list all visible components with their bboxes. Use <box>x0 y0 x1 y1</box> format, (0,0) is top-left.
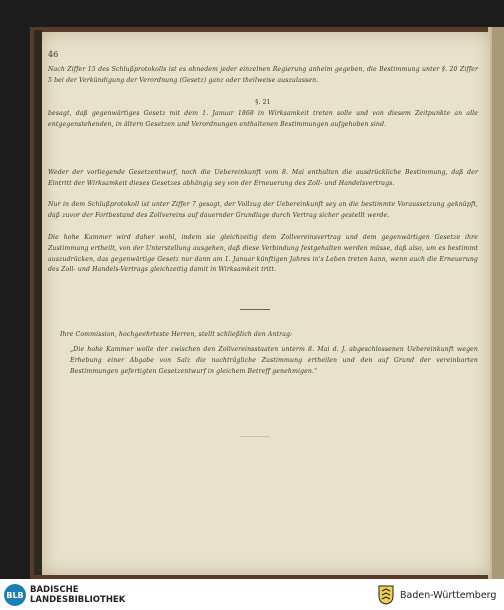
library-logo[interactable]: BLB <box>4 584 26 606</box>
state-name[interactable]: Baden-Württemberg <box>400 590 497 601</box>
bleed-through-rule <box>240 436 270 437</box>
section-heading: §. 21 <box>255 99 271 106</box>
paragraph-3: Weder der vorliegende Gesetzentwurf, noch die Uebereinkunft vom 8. Mai enthalten die ausdrückliche Bestimmung, daß der Eintritt der Wirksamkeit dieses Gesetzes abhängig sey von der Erneuerung des Zoll- und Handelsvertrags. <box>48 169 478 187</box>
bleed-through-text <box>60 392 470 542</box>
paragraph-2: besagt, daß gegenwärtiges Gesetz mit dem 1. Januar 1868 in Wirksamkeit treten solle und von diesem Zeitpunkte an alle entgegenstehenden, in ältern Gesetzen und Verordnungen enthaltenen Bestimmungen aufgehoben sind. <box>48 110 478 128</box>
paragraph-1: Nach Ziffer 15 des Schlußprotokolls ist es ohnedem jeder einzelnen Regierung anheim gegeben, die Bestimmung unter §. 20 Ziffer 5 bei der Verkündigung der Verordnung (Gesetz) ganz oder theilweise auszulassen. <box>48 66 478 84</box>
paragraph-6: Ihre Commission, hochgeehrteste Herren, stellt schließlich den Antrag: <box>60 331 293 338</box>
book-spine <box>34 30 42 575</box>
divider <box>240 309 270 310</box>
coat-of-arms-icon <box>378 585 394 605</box>
paragraph-4: Nur in dem Schlußprotokoll ist unter Ziffer 7 gesagt, der Vollzug der Uebereinkunft sey an die bestimmte Voraussetzung geknüpft, daß zuvor der Fortbestand des Zollvereins auf dauernder Grundlage durch Vertrag sicher gestellt werde. <box>48 201 478 219</box>
library-name-line2: LANDESBIBLIOTHEK <box>30 595 126 605</box>
paragraph-5: Die hohe Kammer wird daher wohl, indem sie gleichzeitig dem Zollvereinsvertrag und dem gegenwärtigen Gesetze ihre Zustimmung ertheilt, von der Unterstellung ausgehen, daß diese Verbindung festgehalten werden müsse, daß also, um es bestimmt auszudrücken, das gegenwärtige Gesetz nur dann am 1. Januar künftigen Jahres in's Leben treten kann, wenn auch die Erneuerung des Zoll- und Handels-Vertrags gleichzeitig damit in Wirksamkeit tritt. <box>48 234 478 274</box>
page-number: 46 <box>48 50 59 59</box>
page-edges-shadow <box>492 27 504 579</box>
library-name-line1: BADISCHE <box>30 585 79 595</box>
library-name[interactable] <box>30 585 125 605</box>
motion-text: „Die hohe Kammer wolle der zwischen den Zollvereinsstaaten unterm 8. Mai d. J. abgeschlossenen Uebereinkunft wegen Erhebung einer Abgabe von Salz die nachträgliche Zustimmung ertheilen und den auf Grund der vereinbarten Bestimmungen gefertigten Gesetzentwurf in gleichem Betreff genehmigen.“ <box>70 346 478 375</box>
